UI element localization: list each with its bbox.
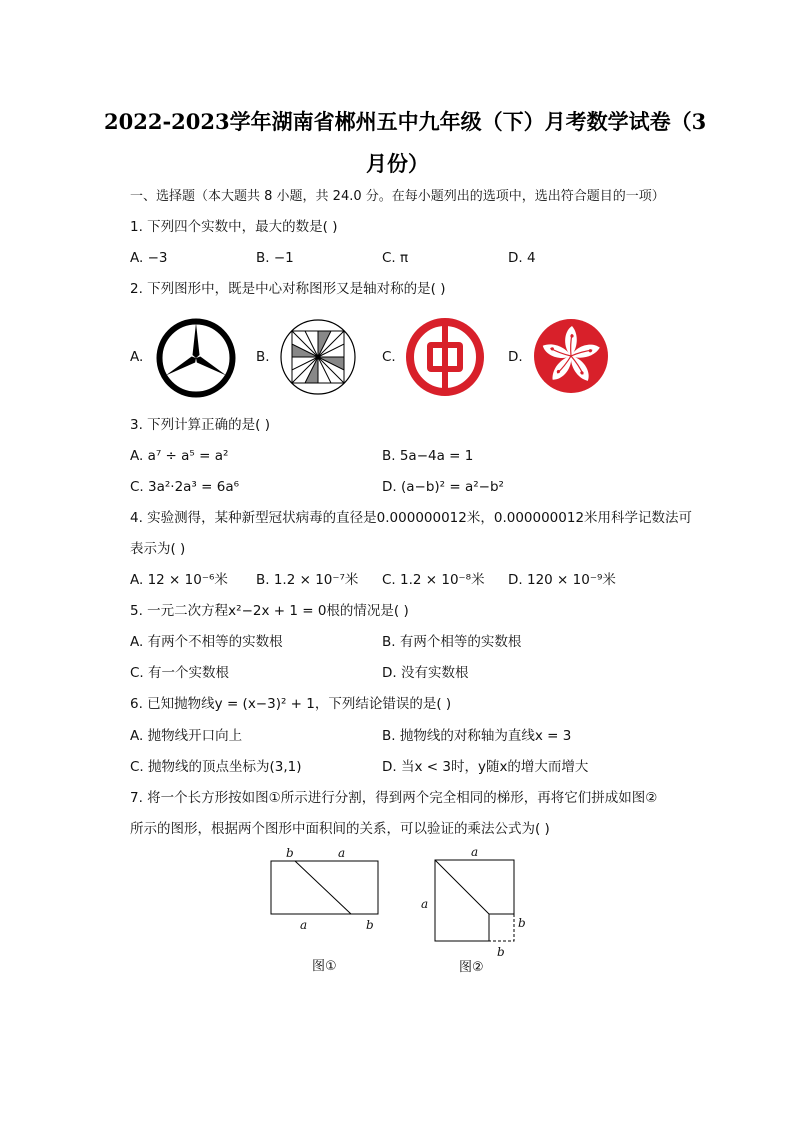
- q2-option-b-label[interactable]: B.: [256, 349, 270, 365]
- fig1-label-b-bottom: b: [366, 918, 374, 932]
- q6-option-d[interactable]: D. 当x < 3时，y随x的增大而增大: [382, 759, 589, 775]
- q2-option-d-label[interactable]: D.: [508, 349, 523, 365]
- q4-option-c[interactable]: C. 1.2 × 10⁻⁸米: [382, 572, 485, 588]
- q2-option-c-label[interactable]: C.: [382, 349, 396, 365]
- page-title-line2: 月份）: [366, 151, 429, 176]
- fig2-label-a-top: a: [471, 845, 479, 859]
- q3-option-b[interactable]: B. 5a−4a = 1: [382, 448, 474, 464]
- fig1-label-a-top: a: [338, 846, 346, 860]
- q3-option-c[interactable]: C. 3a²·2a³ = 6a⁶: [130, 479, 240, 495]
- q5-option-c[interactable]: C. 有一个实数根: [130, 665, 230, 681]
- q5-option-b[interactable]: B. 有两个相等的实数根: [382, 634, 522, 650]
- q5-option-a[interactable]: A. 有两个不相等的实数根: [130, 634, 283, 650]
- question-4-stem-line1: 4. 实验测得，某种新型冠状病毒的直径是0.000000012米，0.000000012米用科学记数法可: [130, 510, 693, 526]
- q4-option-d[interactable]: D. 120 × 10⁻⁹米: [508, 572, 616, 588]
- fig1-label-b-top: b: [286, 846, 294, 860]
- question-1-stem: 1. 下列四个实数中，最大的数是( ): [130, 219, 338, 235]
- fig1-label-a-bottom: a: [300, 918, 308, 932]
- question-5-stem: 5. 一元二次方程x²−2x + 1 = 0根的情况是( ): [130, 603, 409, 619]
- q4-option-a[interactable]: A. 12 × 10⁻⁶米: [130, 572, 228, 588]
- q5-option-d[interactable]: D. 没有实数根: [382, 665, 469, 681]
- question-6-stem: 6. 已知抛物线y = (x−3)² + 1，下列结论错误的是( ): [130, 696, 452, 712]
- fig2-label-b-bottom: b: [497, 945, 505, 959]
- page-title-line1: 2022-2023学年湖南省郴州五中九年级（下）月考数学试卷（3: [104, 109, 707, 134]
- q6-option-c[interactable]: C. 抛物线的顶点坐标为(3,1): [130, 759, 302, 775]
- fig2-label-b-right: b: [518, 916, 526, 930]
- q2-option-a-label[interactable]: A.: [130, 349, 144, 365]
- question-7-stem-line1: 7. 将一个长方形按如图①所示进行分割，得到两个完全相同的梯形，再将它们拼成如图②: [130, 790, 658, 806]
- q1-option-c[interactable]: C. π: [382, 250, 409, 266]
- q3-option-d[interactable]: D. (a−b)² = a²−b²: [382, 479, 504, 495]
- question-7-stem-line2: 所示的图形，根据两个图形中面积间的关系，可以验证的乘法公式为( ): [130, 821, 550, 837]
- section-heading: 一、选择题（本大题共 8 小题，共 24.0 分。在每小题列出的选项中，选出符合题目的一项）: [130, 189, 665, 204]
- q6-option-a[interactable]: A. 抛物线开口向上: [130, 728, 243, 744]
- q1-option-b[interactable]: B. −1: [256, 250, 294, 266]
- q1-option-d[interactable]: D. 4: [508, 250, 536, 266]
- q1-option-a[interactable]: A. −3: [130, 250, 168, 266]
- question-4-stem-line2: 表示为( ): [130, 541, 186, 557]
- question-2-stem: 2. 下列图形中，既是中心对称图形又是轴对称的是( ): [130, 281, 446, 297]
- q3-option-a[interactable]: A. a⁷ ÷ a⁵ = a²: [130, 448, 229, 464]
- question-3-stem: 3. 下列计算正确的是( ): [130, 417, 270, 433]
- fig2-label-a-left: a: [421, 897, 429, 911]
- q4-option-b[interactable]: B. 1.2 × 10⁻⁷米: [256, 572, 359, 588]
- fig1-caption: 图①: [312, 959, 337, 974]
- fig2-caption: 图②: [459, 960, 484, 975]
- q6-option-b[interactable]: B. 抛物线的对称轴为直线x = 3: [382, 728, 572, 744]
